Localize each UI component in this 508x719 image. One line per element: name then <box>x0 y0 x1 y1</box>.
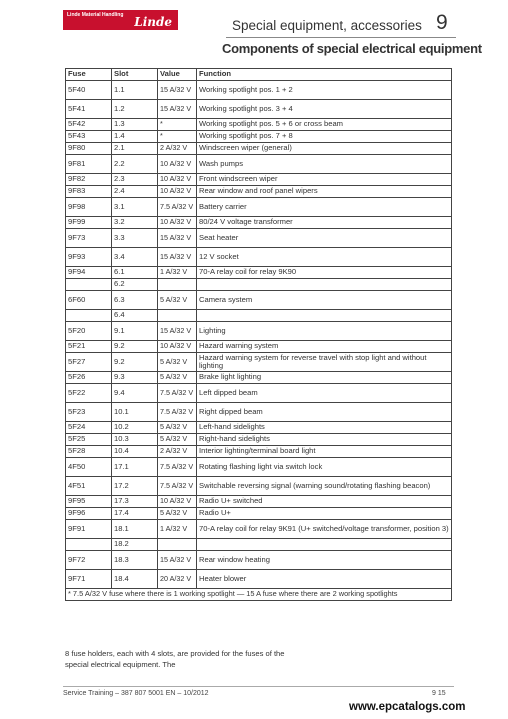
function-cell: Working spotlight pos. 3 + 4 <box>197 100 452 119</box>
fuse-cell: 5F28 <box>66 446 112 458</box>
table-footnote: * 7.5 A/32 V fuse where there is 1 working spotlight — 15 A fuse where there are 2 working spotlights <box>66 589 452 601</box>
fuse-cell: 4F51 <box>66 477 112 496</box>
function-cell: Right dipped beam <box>197 403 452 422</box>
table-row <box>66 403 452 422</box>
function-cell: Brake light lighting <box>197 372 452 384</box>
table-row <box>66 539 452 551</box>
function-cell: Switchable reversing signal (warning sound/rotating flashing beacon) <box>197 477 452 496</box>
value-cell: 15 A/32 V <box>158 81 197 100</box>
slot-cell: 3.1 <box>112 198 158 217</box>
brand-small-text: Linde Material Handling <box>67 12 124 18</box>
header-function: Function <box>197 69 452 81</box>
value-cell: 15 A/32 V <box>158 322 197 341</box>
function-cell: Hazard warning system <box>197 341 452 353</box>
fuse-cell: 5F24 <box>66 422 112 434</box>
value-cell: 10 A/32 V <box>158 174 197 186</box>
fuse-cell: 9F73 <box>66 229 112 248</box>
watermark: www.epcatalogs.com <box>349 701 466 713</box>
function-cell: 80/24 V voltage transformer <box>197 217 452 229</box>
fuse-cell: 9F93 <box>66 248 112 267</box>
value-cell: * <box>158 119 197 131</box>
value-cell: 15 A/32 V <box>158 248 197 267</box>
function-cell: Seat heater <box>197 229 452 248</box>
slot-cell: 18.3 <box>112 551 158 570</box>
slot-cell: 6.3 <box>112 291 158 310</box>
slot-cell: 1.1 <box>112 81 158 100</box>
slot-cell: 1.3 <box>112 119 158 131</box>
fuse-cell: 9F83 <box>66 186 112 198</box>
function-cell <box>197 279 452 291</box>
value-cell: 7.5 A/32 V <box>158 403 197 422</box>
table-row <box>66 496 452 508</box>
body-note: 8 fuse holders, each with 4 slots, are provided for the fuses of the special electrical equipment. The <box>65 649 285 669</box>
table-row <box>66 422 452 434</box>
table-row <box>66 310 452 322</box>
table-row <box>66 100 452 119</box>
fuse-cell: 5F25 <box>66 434 112 446</box>
slot-cell: 10.4 <box>112 446 158 458</box>
slot-cell: 2.4 <box>112 186 158 198</box>
header-value: Value <box>158 69 197 81</box>
fuse-table <box>65 68 452 601</box>
function-cell: Interior lighting/terminal board light <box>197 446 452 458</box>
table-row <box>66 217 452 229</box>
slot-cell: 6.4 <box>112 310 158 322</box>
table-row <box>66 279 452 291</box>
value-cell: 10 A/32 V <box>158 341 197 353</box>
fuse-cell: 5F41 <box>66 100 112 119</box>
function-cell: Heater blower <box>197 570 452 589</box>
fuse-cell: 5F23 <box>66 403 112 422</box>
fuse-cell: 5F40 <box>66 81 112 100</box>
chapter-title: Special equipment, accessories <box>232 18 422 33</box>
function-cell: Wash pumps <box>197 155 452 174</box>
table-row <box>66 131 452 143</box>
value-cell: * <box>158 131 197 143</box>
function-cell: Working spotlight pos. 1 + 2 <box>197 81 452 100</box>
fuse-cell: 9F82 <box>66 174 112 186</box>
value-cell: 20 A/32 V <box>158 570 197 589</box>
slot-cell: 9.4 <box>112 384 158 403</box>
slot-cell: 17.3 <box>112 496 158 508</box>
value-cell: 5 A/32 V <box>158 353 197 372</box>
section-title: Components of special electrical equipment <box>222 41 482 56</box>
footnote-row <box>66 589 452 601</box>
function-cell: Lighting <box>197 322 452 341</box>
function-cell: Working spotlight pos. 7 + 8 <box>197 131 452 143</box>
value-cell: 10 A/32 V <box>158 155 197 174</box>
slot-cell: 9.1 <box>112 322 158 341</box>
value-cell: 7.5 A/32 V <box>158 458 197 477</box>
fuse-cell: 6F60 <box>66 291 112 310</box>
fuse-cell: 9F94 <box>66 267 112 279</box>
table-row <box>66 477 452 496</box>
header-fuse: Fuse <box>66 69 112 81</box>
value-cell: 15 A/32 V <box>158 100 197 119</box>
table-row <box>66 372 452 384</box>
function-cell: Rotating flashing light via switch lock <box>197 458 452 477</box>
slot-cell: 6.2 <box>112 279 158 291</box>
function-cell: 12 V socket <box>197 248 452 267</box>
fuse-cell: 9F71 <box>66 570 112 589</box>
fuse-cell: 5F20 <box>66 322 112 341</box>
slot-cell: 2.1 <box>112 143 158 155</box>
value-cell <box>158 310 197 322</box>
function-cell: Radio U+ switched <box>197 496 452 508</box>
table-row <box>66 143 452 155</box>
table-row <box>66 384 452 403</box>
function-cell: Rear window and roof panel wipers <box>197 186 452 198</box>
table-row <box>66 434 452 446</box>
slot-cell: 6.1 <box>112 267 158 279</box>
slot-cell: 10.1 <box>112 403 158 422</box>
table-row <box>66 119 452 131</box>
table-row <box>66 267 452 279</box>
table-row <box>66 341 452 353</box>
slot-cell: 9.3 <box>112 372 158 384</box>
table-row <box>66 551 452 570</box>
value-cell: 1 A/32 V <box>158 267 197 279</box>
slot-cell: 18.2 <box>112 539 158 551</box>
value-cell: 10 A/32 V <box>158 217 197 229</box>
slot-cell: 1.2 <box>112 100 158 119</box>
slot-cell: 9.2 <box>112 341 158 353</box>
table-row <box>66 322 452 341</box>
table-row <box>66 155 452 174</box>
value-cell: 2 A/32 V <box>158 143 197 155</box>
value-cell: 5 A/32 V <box>158 291 197 310</box>
slot-cell: 17.1 <box>112 458 158 477</box>
fuse-cell: 9F96 <box>66 508 112 520</box>
value-cell: 5 A/32 V <box>158 422 197 434</box>
function-cell: Battery carrier <box>197 198 452 217</box>
function-cell: 70-A relay coil for relay 9K91 (U+ switched/voltage transformer, position 3) <box>197 520 452 539</box>
table-row <box>66 353 452 372</box>
value-cell: 5 A/32 V <box>158 372 197 384</box>
fuse-cell: 9F95 <box>66 496 112 508</box>
fuse-table-body <box>66 81 452 589</box>
function-cell: Hazard warning system for reverse travel with stop light and without lighting <box>197 353 452 372</box>
value-cell <box>158 539 197 551</box>
table-row <box>66 229 452 248</box>
function-cell: Windscreen wiper (general) <box>197 143 452 155</box>
function-cell: Working spotlight pos. 5 + 6 or cross beam <box>197 119 452 131</box>
footer-rule <box>63 686 454 687</box>
fuse-cell: 5F21 <box>66 341 112 353</box>
fuse-cell: 5F43 <box>66 131 112 143</box>
function-cell: Radio U+ <box>197 508 452 520</box>
slot-cell: 2.2 <box>112 155 158 174</box>
fuse-cell: 5F22 <box>66 384 112 403</box>
slot-cell: 10.2 <box>112 422 158 434</box>
value-cell: 1 A/32 V <box>158 520 197 539</box>
function-cell: Left dipped beam <box>197 384 452 403</box>
brand-banner <box>63 10 178 30</box>
fuse-cell: 9F81 <box>66 155 112 174</box>
table-row <box>66 291 452 310</box>
chapter-number: 9 <box>436 11 448 34</box>
fuse-cell <box>66 279 112 291</box>
table-row <box>66 186 452 198</box>
linde-logo: Linde <box>134 15 172 29</box>
value-cell: 15 A/32 V <box>158 229 197 248</box>
value-cell: 10 A/32 V <box>158 186 197 198</box>
table-row <box>66 458 452 477</box>
table-row <box>66 508 452 520</box>
fuse-cell: 5F26 <box>66 372 112 384</box>
slot-cell: 9.2 <box>112 353 158 372</box>
fuse-cell: 9F98 <box>66 198 112 217</box>
function-cell: 70-A relay coil for relay 9K90 <box>197 267 452 279</box>
value-cell: 7.5 A/32 V <box>158 198 197 217</box>
fuse-cell: 5F27 <box>66 353 112 372</box>
slot-cell: 17.2 <box>112 477 158 496</box>
fuse-cell: 9F99 <box>66 217 112 229</box>
table-row <box>66 570 452 589</box>
value-cell: 10 A/32 V <box>158 496 197 508</box>
value-cell <box>158 279 197 291</box>
slot-cell: 3.4 <box>112 248 158 267</box>
page-number: 9 15 <box>432 690 446 697</box>
slot-cell: 18.4 <box>112 570 158 589</box>
fuse-cell: 4F50 <box>66 458 112 477</box>
slot-cell: 10.3 <box>112 434 158 446</box>
function-cell: Front windscreen wiper <box>197 174 452 186</box>
fuse-cell: 9F91 <box>66 520 112 539</box>
value-cell: 2 A/32 V <box>158 446 197 458</box>
value-cell: 5 A/32 V <box>158 508 197 520</box>
table-row <box>66 520 452 539</box>
slot-cell: 2.3 <box>112 174 158 186</box>
function-cell: Left-hand sidelights <box>197 422 452 434</box>
footer-text: Service Training – 387 807 5001 EN – 10/2012 <box>63 690 209 697</box>
function-cell: Rear window heating <box>197 551 452 570</box>
fuse-cell: 9F80 <box>66 143 112 155</box>
slot-cell: 17.4 <box>112 508 158 520</box>
value-cell: 7.5 A/32 V <box>158 477 197 496</box>
header-rule <box>226 37 456 38</box>
fuse-cell <box>66 539 112 551</box>
table-row <box>66 198 452 217</box>
value-cell: 5 A/32 V <box>158 434 197 446</box>
fuse-cell: 5F42 <box>66 119 112 131</box>
function-cell <box>197 310 452 322</box>
header-slot: Slot <box>112 69 158 81</box>
table-row <box>66 81 452 100</box>
function-cell: Right-hand sidelights <box>197 434 452 446</box>
slot-cell: 3.3 <box>112 229 158 248</box>
table-row <box>66 248 452 267</box>
table-header-row <box>66 69 452 81</box>
slot-cell: 18.1 <box>112 520 158 539</box>
slot-cell: 1.4 <box>112 131 158 143</box>
fuse-cell <box>66 310 112 322</box>
table-row <box>66 174 452 186</box>
function-cell <box>197 539 452 551</box>
value-cell: 15 A/32 V <box>158 551 197 570</box>
value-cell: 7.5 A/32 V <box>158 384 197 403</box>
fuse-cell: 9F72 <box>66 551 112 570</box>
slot-cell: 3.2 <box>112 217 158 229</box>
function-cell: Camera system <box>197 291 452 310</box>
table-row <box>66 446 452 458</box>
